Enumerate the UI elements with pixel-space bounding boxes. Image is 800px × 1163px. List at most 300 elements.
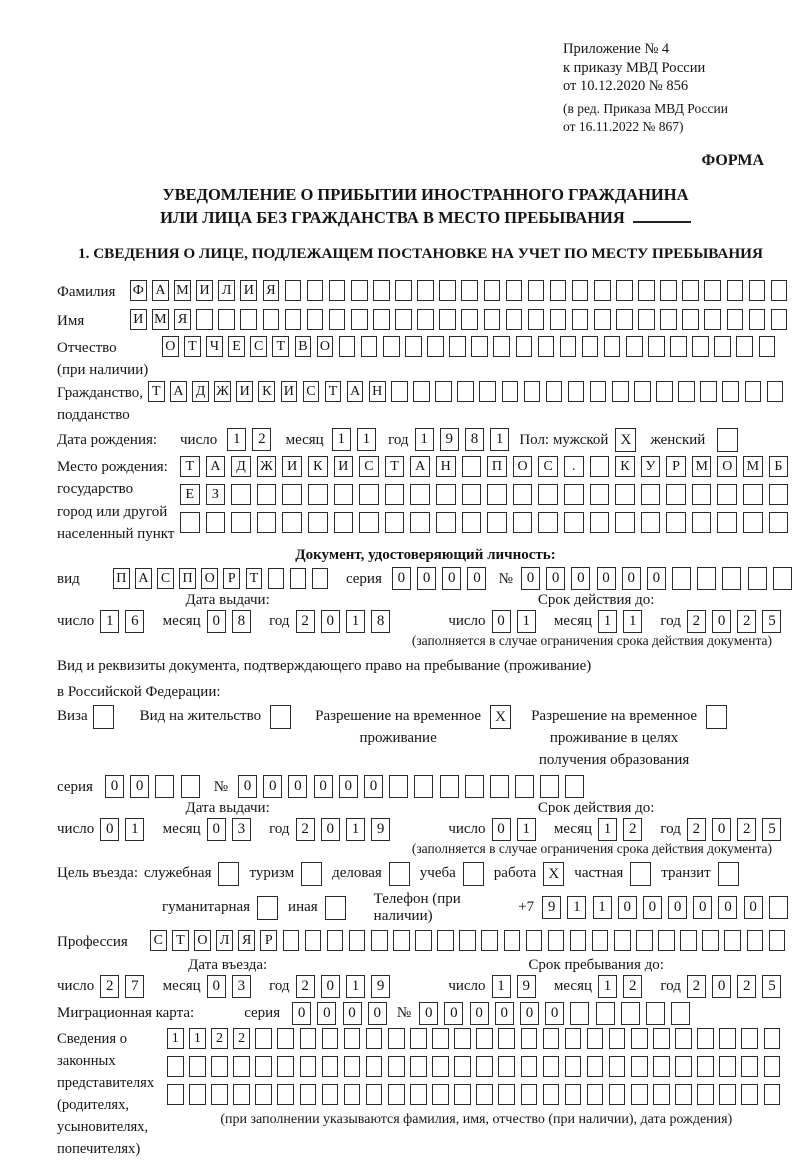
char-box[interactable]: И — [196, 280, 213, 301]
char-box[interactable]: Я — [263, 280, 280, 301]
char-box[interactable] — [678, 381, 695, 402]
char-box[interactable]: О — [194, 930, 211, 951]
char-box[interactable] — [339, 336, 356, 357]
char-box[interactable] — [660, 309, 677, 330]
char-box[interactable]: 0 — [392, 567, 411, 590]
char-box[interactable] — [773, 567, 792, 590]
char-box[interactable]: О — [717, 456, 737, 477]
char-box[interactable] — [572, 280, 589, 301]
char-box[interactable] — [570, 1002, 589, 1025]
char-box[interactable] — [268, 568, 285, 589]
doc-number-boxes[interactable] — [521, 567, 798, 590]
char-box[interactable]: Т — [184, 336, 201, 357]
char-box[interactable] — [587, 1028, 604, 1049]
char-box[interactable]: 5 — [762, 818, 781, 841]
char-box[interactable] — [722, 381, 739, 402]
identity-issue-year-boxes[interactable] — [296, 610, 397, 633]
purpose-rabota-checkbox[interactable]: X — [543, 862, 564, 886]
char-box[interactable] — [697, 567, 716, 590]
char-box[interactable] — [167, 1084, 184, 1105]
stay-year-boxes[interactable] — [687, 975, 788, 998]
char-box[interactable] — [167, 1056, 184, 1077]
char-box[interactable]: 0 — [321, 610, 340, 633]
purpose-tranzit-checkbox[interactable] — [718, 862, 739, 886]
char-box[interactable] — [675, 1056, 692, 1077]
char-box[interactable]: 1 — [490, 428, 509, 451]
char-box[interactable]: А — [152, 280, 169, 301]
char-box[interactable]: 0 — [495, 1002, 514, 1025]
char-box[interactable] — [672, 567, 691, 590]
char-box[interactable]: 1 — [517, 610, 536, 633]
char-box[interactable]: 0 — [368, 1002, 387, 1025]
visa-checkbox[interactable] — [93, 705, 114, 729]
char-box[interactable] — [727, 280, 744, 301]
char-box[interactable] — [538, 336, 555, 357]
char-box[interactable] — [568, 381, 585, 402]
char-box[interactable] — [521, 1084, 538, 1105]
char-box[interactable]: 2 — [737, 975, 756, 998]
char-box[interactable] — [498, 1056, 515, 1077]
char-box[interactable] — [307, 280, 324, 301]
char-box[interactable] — [322, 1056, 339, 1077]
birth-place-row1[interactable] — [180, 456, 794, 477]
char-box[interactable] — [771, 309, 788, 330]
char-box[interactable]: 2 — [100, 975, 119, 998]
char-box[interactable]: И — [236, 381, 253, 402]
char-box[interactable] — [417, 280, 434, 301]
char-box[interactable] — [594, 309, 611, 330]
char-box[interactable] — [388, 1028, 405, 1049]
char-box[interactable] — [344, 1028, 361, 1049]
char-box[interactable] — [405, 336, 422, 357]
entry-year-boxes[interactable] — [296, 975, 397, 998]
char-box[interactable] — [692, 512, 712, 533]
entry-month-boxes[interactable] — [207, 975, 257, 998]
char-box[interactable] — [612, 381, 629, 402]
char-box[interactable]: 9 — [371, 975, 390, 998]
purpose-delovaya-checkbox[interactable] — [389, 862, 410, 886]
char-box[interactable] — [515, 775, 534, 798]
char-box[interactable] — [307, 309, 324, 330]
char-box[interactable]: 0 — [521, 567, 540, 590]
sex-male-checkbox[interactable]: X — [615, 428, 636, 452]
char-box[interactable] — [565, 1056, 582, 1077]
char-box[interactable]: 0 — [444, 1002, 463, 1025]
sex-female-checkbox[interactable] — [717, 428, 738, 452]
char-box[interactable] — [300, 1028, 317, 1049]
char-box[interactable]: 2 — [252, 428, 271, 451]
char-box[interactable] — [257, 484, 277, 505]
char-box[interactable] — [454, 1028, 471, 1049]
char-box[interactable] — [329, 280, 346, 301]
char-box[interactable] — [564, 484, 584, 505]
char-box[interactable]: О — [162, 336, 179, 357]
char-box[interactable]: 0 — [712, 610, 731, 633]
char-box[interactable]: 1 — [517, 818, 536, 841]
char-box[interactable] — [609, 1084, 626, 1105]
char-box[interactable] — [741, 1028, 758, 1049]
given-name-boxes[interactable] — [130, 309, 793, 330]
char-box[interactable] — [413, 381, 430, 402]
char-box[interactable]: 1 — [492, 975, 511, 998]
char-box[interactable] — [658, 930, 675, 951]
char-box[interactable] — [371, 930, 388, 951]
char-box[interactable] — [487, 512, 507, 533]
char-box[interactable]: Р — [666, 456, 686, 477]
char-box[interactable] — [344, 1084, 361, 1105]
char-box[interactable]: 0 — [130, 775, 149, 798]
identity-issue-month-boxes[interactable] — [207, 610, 257, 633]
char-box[interactable] — [546, 381, 563, 402]
char-box[interactable]: 0 — [492, 818, 511, 841]
char-box[interactable] — [646, 1002, 665, 1025]
char-box[interactable] — [719, 1084, 736, 1105]
char-box[interactable]: В — [295, 336, 312, 357]
char-box[interactable]: 0 — [492, 610, 511, 633]
permit-expiry-day-boxes[interactable] — [492, 818, 542, 841]
char-box[interactable] — [717, 512, 737, 533]
char-box[interactable]: 0 — [419, 1002, 438, 1025]
char-box[interactable]: 0 — [417, 567, 436, 590]
char-box[interactable]: 1 — [623, 610, 642, 633]
char-box[interactable] — [528, 280, 545, 301]
char-box[interactable] — [594, 280, 611, 301]
char-box[interactable] — [487, 484, 507, 505]
char-box[interactable] — [616, 309, 633, 330]
char-box[interactable] — [481, 930, 498, 951]
migration-number-boxes[interactable] — [419, 1002, 696, 1025]
char-box[interactable] — [196, 309, 213, 330]
char-box[interactable] — [717, 484, 737, 505]
char-box[interactable] — [631, 1056, 648, 1077]
char-box[interactable] — [493, 336, 510, 357]
char-box[interactable] — [702, 930, 719, 951]
char-box[interactable] — [385, 484, 405, 505]
permit-issue-day-boxes[interactable] — [100, 818, 150, 841]
char-box[interactable] — [764, 1028, 781, 1049]
char-box[interactable] — [479, 381, 496, 402]
char-box[interactable]: 9 — [371, 818, 390, 841]
char-box[interactable] — [722, 567, 741, 590]
permit-issue-month-boxes[interactable] — [207, 818, 257, 841]
char-box[interactable] — [282, 512, 302, 533]
char-box[interactable]: 0 — [442, 567, 461, 590]
char-box[interactable]: 2 — [737, 818, 756, 841]
char-box[interactable] — [454, 1084, 471, 1105]
char-box[interactable]: М — [692, 456, 712, 477]
patronymic-boxes[interactable] — [162, 336, 781, 357]
char-box[interactable] — [334, 512, 354, 533]
char-box[interactable] — [526, 930, 543, 951]
char-box[interactable] — [587, 1084, 604, 1105]
char-box[interactable] — [767, 381, 784, 402]
char-box[interactable] — [616, 280, 633, 301]
char-box[interactable]: 2 — [296, 610, 315, 633]
char-box[interactable]: 0 — [712, 818, 731, 841]
char-box[interactable]: С — [359, 456, 379, 477]
char-box[interactable] — [641, 484, 661, 505]
char-box[interactable] — [565, 1084, 582, 1105]
char-box[interactable]: 1 — [346, 818, 365, 841]
char-box[interactable] — [410, 484, 430, 505]
char-box[interactable] — [596, 1002, 615, 1025]
char-box[interactable]: Ж — [214, 381, 231, 402]
char-box[interactable]: 2 — [233, 1028, 250, 1049]
char-box[interactable] — [300, 1056, 317, 1077]
char-box[interactable] — [373, 280, 390, 301]
char-box[interactable]: Н — [369, 381, 386, 402]
char-box[interactable] — [714, 336, 731, 357]
char-box[interactable]: 9 — [440, 428, 459, 451]
permit-series-boxes[interactable] — [105, 775, 206, 798]
char-box[interactable] — [290, 568, 307, 589]
char-box[interactable] — [719, 1056, 736, 1077]
char-box[interactable]: 0 — [288, 775, 307, 798]
char-box[interactable] — [587, 1056, 604, 1077]
char-box[interactable] — [277, 1084, 294, 1105]
char-box[interactable]: Я — [238, 930, 255, 951]
char-box[interactable] — [285, 309, 302, 330]
identity-expiry-day-boxes[interactable] — [492, 610, 542, 633]
temp-permit-checkbox[interactable]: X — [490, 705, 511, 729]
birth-day-boxes[interactable] — [227, 428, 277, 451]
char-box[interactable] — [634, 381, 651, 402]
char-box[interactable] — [329, 309, 346, 330]
char-box[interactable] — [704, 280, 721, 301]
char-box[interactable] — [724, 930, 741, 951]
char-box[interactable] — [484, 309, 501, 330]
char-box[interactable]: С — [303, 381, 320, 402]
char-box[interactable]: 3 — [232, 818, 251, 841]
char-box[interactable] — [638, 280, 655, 301]
char-box[interactable] — [592, 930, 609, 951]
char-box[interactable] — [305, 930, 322, 951]
identity-expiry-year-boxes[interactable] — [687, 610, 788, 633]
char-box[interactable]: 8 — [232, 610, 251, 633]
representatives-row3[interactable] — [167, 1084, 786, 1105]
char-box[interactable]: 5 — [762, 610, 781, 633]
char-box[interactable]: 0 — [712, 975, 731, 998]
representatives-row2[interactable] — [167, 1056, 786, 1077]
char-box[interactable]: 1 — [598, 818, 617, 841]
identity-expiry-month-boxes[interactable] — [598, 610, 648, 633]
char-box[interactable] — [393, 930, 410, 951]
purpose-ucheba-checkbox[interactable] — [463, 862, 484, 886]
char-box[interactable] — [543, 1028, 560, 1049]
char-box[interactable] — [506, 280, 523, 301]
char-box[interactable] — [457, 381, 474, 402]
char-box[interactable]: Л — [216, 930, 233, 951]
char-box[interactable] — [255, 1028, 272, 1049]
char-box[interactable] — [410, 512, 430, 533]
char-box[interactable]: 2 — [623, 975, 642, 998]
char-box[interactable] — [471, 336, 488, 357]
char-box[interactable] — [240, 309, 257, 330]
char-box[interactable] — [490, 775, 509, 798]
char-box[interactable] — [749, 280, 766, 301]
profession-boxes[interactable] — [150, 930, 791, 951]
char-box[interactable] — [389, 775, 408, 798]
char-box[interactable] — [454, 1056, 471, 1077]
char-box[interactable] — [560, 336, 577, 357]
char-box[interactable] — [759, 336, 776, 357]
char-box[interactable]: 2 — [623, 818, 642, 841]
char-box[interactable] — [513, 484, 533, 505]
char-box[interactable] — [741, 1056, 758, 1077]
char-box[interactable]: Д — [192, 381, 209, 402]
char-box[interactable] — [524, 381, 541, 402]
char-box[interactable]: 2 — [687, 818, 706, 841]
char-box[interactable]: 8 — [465, 428, 484, 451]
purpose-inaya-checkbox[interactable] — [325, 896, 346, 920]
char-box[interactable] — [648, 336, 665, 357]
char-box[interactable] — [437, 930, 454, 951]
char-box[interactable] — [682, 280, 699, 301]
char-box[interactable] — [656, 381, 673, 402]
char-box[interactable] — [361, 336, 378, 357]
char-box[interactable] — [697, 1056, 714, 1077]
doc-series-boxes[interactable] — [392, 567, 493, 590]
char-box[interactable]: А — [170, 381, 187, 402]
char-box[interactable] — [432, 1084, 449, 1105]
char-box[interactable]: . — [564, 456, 584, 477]
char-box[interactable] — [435, 381, 452, 402]
char-box[interactable] — [769, 484, 789, 505]
char-box[interactable]: У — [641, 456, 661, 477]
char-box[interactable] — [436, 484, 456, 505]
char-box[interactable] — [476, 1056, 493, 1077]
char-box[interactable] — [308, 512, 328, 533]
birth-month-boxes[interactable] — [332, 428, 382, 451]
migration-series-boxes[interactable] — [292, 1002, 393, 1025]
char-box[interactable] — [415, 930, 432, 951]
char-box[interactable]: 1 — [598, 610, 617, 633]
char-box[interactable]: Ж — [257, 456, 277, 477]
char-box[interactable]: 0 — [520, 1002, 539, 1025]
char-box[interactable] — [590, 512, 610, 533]
char-box[interactable]: 1 — [567, 896, 586, 919]
char-box[interactable]: Л — [218, 280, 235, 301]
char-box[interactable] — [414, 775, 433, 798]
char-box[interactable] — [462, 512, 482, 533]
char-box[interactable] — [565, 775, 584, 798]
char-box[interactable]: И — [282, 456, 302, 477]
char-box[interactable] — [334, 484, 354, 505]
char-box[interactable] — [590, 381, 607, 402]
char-box[interactable] — [283, 930, 300, 951]
char-box[interactable] — [410, 1028, 427, 1049]
char-box[interactable] — [344, 1056, 361, 1077]
char-box[interactable]: 0 — [207, 818, 226, 841]
char-box[interactable]: 0 — [339, 775, 358, 798]
char-box[interactable] — [631, 1028, 648, 1049]
char-box[interactable] — [704, 309, 721, 330]
char-box[interactable] — [697, 1028, 714, 1049]
permit-number-boxes[interactable] — [238, 775, 591, 798]
char-box[interactable] — [436, 512, 456, 533]
char-box[interactable] — [660, 280, 677, 301]
char-box[interactable] — [308, 484, 328, 505]
char-box[interactable]: Ф — [130, 280, 147, 301]
char-box[interactable]: 6 — [125, 610, 144, 633]
char-box[interactable] — [476, 1028, 493, 1049]
char-box[interactable] — [498, 1084, 515, 1105]
char-box[interactable]: Т — [385, 456, 405, 477]
char-box[interactable]: Т — [180, 456, 200, 477]
char-box[interactable]: 0 — [718, 896, 737, 919]
char-box[interactable]: С — [250, 336, 267, 357]
char-box[interactable]: Т — [272, 336, 289, 357]
char-box[interactable] — [572, 309, 589, 330]
char-box[interactable]: 1 — [100, 610, 119, 633]
char-box[interactable]: 0 — [207, 975, 226, 998]
char-box[interactable]: Е — [180, 484, 200, 505]
purpose-sluzhebnaya-checkbox[interactable] — [218, 862, 239, 886]
char-box[interactable] — [285, 280, 302, 301]
char-box[interactable] — [312, 568, 329, 589]
char-box[interactable]: 1 — [167, 1028, 184, 1049]
char-box[interactable] — [395, 309, 412, 330]
char-box[interactable] — [682, 309, 699, 330]
char-box[interactable] — [614, 930, 631, 951]
char-box[interactable] — [743, 512, 763, 533]
birth-place-row2[interactable] — [180, 484, 794, 505]
char-box[interactable] — [359, 512, 379, 533]
char-box[interactable] — [395, 280, 412, 301]
char-box[interactable]: Т — [148, 381, 165, 402]
char-box[interactable] — [615, 512, 635, 533]
char-box[interactable] — [366, 1056, 383, 1077]
char-box[interactable]: К — [308, 456, 328, 477]
char-box[interactable] — [465, 775, 484, 798]
char-box[interactable] — [528, 309, 545, 330]
char-box[interactable] — [653, 1028, 670, 1049]
char-box[interactable] — [516, 336, 533, 357]
citizenship-boxes[interactable] — [148, 381, 789, 402]
char-box[interactable] — [538, 512, 558, 533]
char-box[interactable] — [502, 381, 519, 402]
char-box[interactable]: 1 — [332, 428, 351, 451]
char-box[interactable]: 0 — [321, 975, 340, 998]
char-box[interactable] — [692, 484, 712, 505]
char-box[interactable] — [590, 456, 610, 477]
char-box[interactable] — [621, 1002, 640, 1025]
char-box[interactable] — [521, 1056, 538, 1077]
char-box[interactable]: 0 — [314, 775, 333, 798]
char-box[interactable]: Б — [769, 456, 789, 477]
char-box[interactable]: 2 — [687, 610, 706, 633]
char-box[interactable] — [548, 930, 565, 951]
char-box[interactable]: А — [206, 456, 226, 477]
char-box[interactable] — [615, 484, 635, 505]
char-box[interactable] — [727, 309, 744, 330]
char-box[interactable] — [747, 930, 764, 951]
char-box[interactable] — [653, 1084, 670, 1105]
char-box[interactable] — [277, 1028, 294, 1049]
char-box[interactable]: 7 — [125, 975, 144, 998]
char-box[interactable] — [257, 512, 277, 533]
char-box[interactable]: С — [157, 568, 174, 589]
char-box[interactable]: 0 — [546, 567, 565, 590]
char-box[interactable] — [604, 336, 621, 357]
char-box[interactable]: 0 — [647, 567, 666, 590]
char-box[interactable] — [388, 1084, 405, 1105]
char-box[interactable]: Д — [231, 456, 251, 477]
char-box[interactable] — [741, 1084, 758, 1105]
purpose-turizm-checkbox[interactable] — [301, 862, 322, 886]
char-box[interactable] — [462, 456, 482, 477]
char-box[interactable]: 2 — [211, 1028, 228, 1049]
